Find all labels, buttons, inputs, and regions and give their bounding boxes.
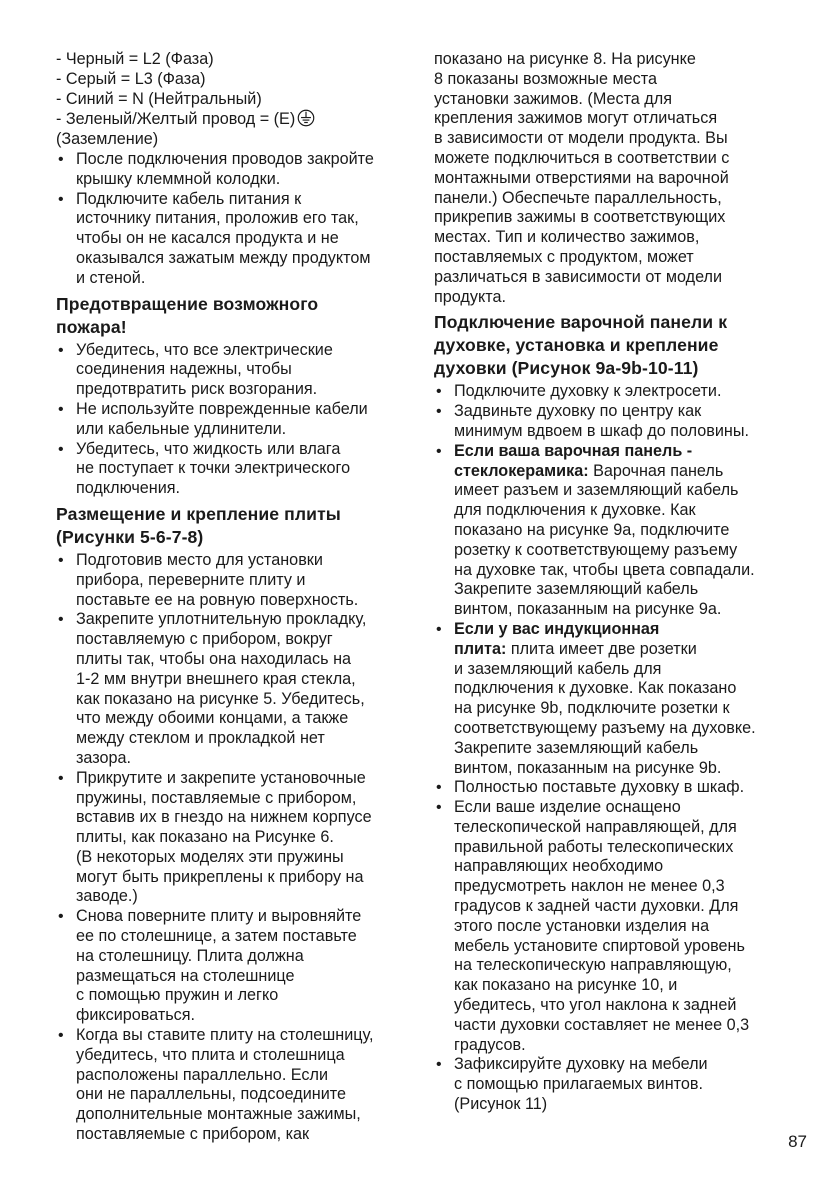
list-item-line: ее по столешнице, а затем поставьте [76,927,357,946]
list-item-line: Зафиксируйте духовку на мебели [454,1055,708,1074]
list-item-line: или кабельные удлинители. [76,419,287,438]
bullet-icon: • [58,190,64,208]
list-item-line: могут быть прикреплены к прибору на [76,867,364,886]
list-item-line: Закрепите заземляющий кабель [454,738,699,757]
section-heading-fire: Предотвращение возможного пожара! [56,293,319,337]
list-item-line: оказывался зажатым между продуктом [76,248,371,267]
list-item-line [454,620,790,640]
list-item-line: зазора. [76,748,131,767]
list-item-line: на рисунке 9b, подключите розетки к [454,699,730,718]
page-number: 87 [788,1132,807,1151]
list-item-line: плиты так, чтобы она находилась на [76,649,352,668]
bullet-icon: • [58,440,64,458]
list-item-line: вставив их в гнездо на нижнем корпусе [76,808,372,827]
list-item-line: не поступает к точки электрического [76,459,351,478]
continued-text-line: различаться в зависимости от модели [434,267,723,286]
bullet-icon: • [58,1027,64,1045]
continued-text-line: поставляемых с продуктом, может [434,247,694,266]
list-item-line: розетку к соответствующему разъему [454,540,738,559]
list-item-line: плита: плита имеет две розетки [454,639,697,658]
list-item-line: минимум вдвоем в шкаф до половины. [454,421,749,440]
continued-text-line: в зависимости от модели продукта. Вы [434,129,728,148]
list-item-line: (Рисунок 11) [454,1095,548,1114]
list-item-line: имеет разъем и заземляющий кабель [454,481,739,500]
list-item-line: что между обоими концами, а также [76,709,349,728]
list-item-line: Прикрутите и закрепите установочные [76,768,366,787]
list-item-line: поставляемые с прибором, как [76,1125,310,1144]
list-item-line: источнику питания, проложив его так, [76,209,359,228]
list-item-line: поставляемую с прибором, вокруг [76,630,333,649]
continued-text-line: местах. Тип и количество зажимов, [434,228,700,247]
list-item [434,620,790,778]
list-item-line: телескопической направляющей, для [454,817,737,836]
list-item-line: винтом, показанным на рисунке 9a. [454,600,722,619]
list-item [56,551,408,610]
list-item [434,382,790,402]
list-item-lead: плита: [454,639,507,658]
list-item-line: После подключения проводов закройте [76,149,374,168]
continued-text-line: можете подключиться в соответствии с [434,148,730,167]
bullet-icon: • [436,403,442,421]
list-item-line: подключения. [76,479,181,498]
bullet-icon: • [58,150,64,168]
list-item-line: мебель установите спиртовой уровень [454,936,745,955]
list-item-line: плиты, как показано на Рисунке 6. [76,828,334,847]
list-item-line: Полностью поставьте духовку в шкаф. [454,778,745,797]
bullet-icon: • [436,799,442,817]
list-item-line: пружины, поставляемые с прибором, [76,788,357,807]
list-item-line: градусов. [454,1035,526,1054]
list-item-line: предусмотреть наклон не менее 0,3 [454,877,725,896]
section-heading-placement: Размещение и крепление плиты (Рисунки 5-6-7-8) [56,503,341,547]
list-item [56,150,408,190]
list-item [56,341,408,400]
bullet-icon: • [58,400,64,418]
bullet-icon: • [58,908,64,926]
bullet-icon: • [58,341,64,359]
list-item [56,907,408,1026]
list-item-line: Подготовив место для установки [76,550,323,569]
list-item-line: Если ваше изделие оснащено [454,798,681,817]
list-item [434,402,790,442]
list-item-line: поставьте ее на ровную поверхность. [76,590,359,609]
continued-text-line: показано на рисунке 8. На рисунке [434,50,696,68]
left-column [56,50,408,1145]
list-item-line: с помощью прилагаемых винтов. [454,1075,703,1094]
list-item-line: стеклокерамика: Варочная панель [454,461,724,480]
list-item-line: на духовке так, чтобы цвета совпадали. [454,560,755,579]
list-item-line: направляющих необходимо [454,857,664,876]
list-item-line: как показано на рисунке 5. Убедитесь, [76,689,365,708]
right-column [434,50,790,1115]
ground-symbol-icon [297,109,315,127]
list-item-line: Задвиньте духовку по центру как [454,402,702,421]
list-item-line: предотвратить риск возгорания. [76,380,318,399]
list-item-line [454,442,790,462]
continued-text-line: монтажными отверстиями на варочной [434,168,729,187]
list-item-line: расположены параллельно. Если [76,1065,329,1084]
bullet-icon: • [58,769,64,787]
list-item-line: убедитесь, что угол наклона к задней [454,996,737,1015]
continued-text-line: продукта. [434,287,506,306]
list-item-line: Убедитесь, что жидкость или влага [76,439,341,458]
list-item [434,442,790,620]
list-item-line: они не параллельны, подсоедините [76,1085,346,1104]
bullet-icon: • [436,383,442,401]
section-heading-oven: Подключение варочной панели к духовке, установка и крепление духовки (Рисунок 9a-9b-10-11) [434,312,728,379]
list-item-line: винтом, показанным на рисунке 9b. [454,758,722,777]
list-item [434,1055,790,1114]
bullet-icon: • [58,611,64,629]
list-item-line: Подключите кабель питания к [76,189,302,208]
list-item-line: показано на рисунке 9a, подключите [454,520,730,539]
list-item-line: чтобы он не касался продукта и не [76,229,339,248]
list-item [56,610,408,768]
list-item-line: для подключения к духовке. Как [454,501,696,520]
list-item-line: Убедитесь, что все электрические [76,340,333,359]
continued-text-line: крепления зажимов могут отличаться [434,109,718,128]
wire-color-line: - Черный = L2 (Фаза) [56,50,214,68]
list-item-line: (В некоторых моделях эти пружины [76,847,344,866]
list-item-line: Подключите духовку к электросети. [454,382,722,401]
list-item-line: 1-2 мм внутри внешнего края стекла, [76,669,356,688]
list-item-line: с помощью пружин и легко [76,986,279,1005]
list-item-line: на столешницу. Плита должна [76,946,304,965]
list-item-line: Не используйте поврежденные кабели [76,399,368,418]
list-item [434,778,790,798]
list-item-line: крышку клеммной колодки. [76,169,281,188]
list-item [434,798,790,1055]
list-item-lead: Если ваша варочная панель - [454,441,693,460]
wire-color-line: - Зеленый/Желтый провод = (Е) [56,109,408,130]
continued-text-line: 8 показаны возможные места [434,69,657,88]
list-item-line: прибора, переверните плиту и [76,570,306,589]
list-item-line: размещаться на столешнице [76,966,295,985]
list-item-line: как показано на рисунке 10, и [454,976,678,995]
list-item-line: и стеной. [76,268,146,287]
list-item-line: Снова поверните плиту и выровняйте [76,907,362,926]
list-item-line: и заземляющий кабель для [454,659,662,678]
continued-text-line: панели.) Обеспечьте параллельность, [434,188,722,207]
list-item-line: Закрепите уплотнительную прокладку, [76,610,367,629]
list-item-line: заводе.) [76,887,138,906]
list-item-line: подключения к духовке. Как показано [454,679,737,698]
list-item [56,1026,408,1145]
list-item-line: этого после установки изделия на [454,916,710,935]
wire-color-line: (Заземление) [56,130,159,149]
list-item-line: Когда вы ставите плиту на столешницу, [76,1026,374,1045]
list-item-line: части духовки составляет не менее 0,3 [454,1015,750,1034]
list-item-line: соответствующему разъему на духовке. [454,718,756,737]
continued-text-line: установки зажимов. (Места для [434,89,672,108]
wire-color-line: - Серый = L3 (Фаза) [56,69,206,88]
bullet-icon: • [436,779,442,797]
list-item-line: правильной работы телескопических [454,837,734,856]
list-item-line: убедитесь, что плита и столешница [76,1045,345,1064]
list-item-lead: стеклокерамика: [454,461,589,480]
list-item-lead: Если у вас индукционная [454,619,660,638]
list-item-line: градусов к задней части духовки. Для [454,897,739,916]
list-item [56,440,408,499]
list-item [56,769,408,908]
list-item-line: на телескопическую направляющую, [454,956,732,975]
list-item [56,400,408,440]
bullet-icon: • [436,442,442,460]
bullet-icon: • [436,1056,442,1074]
list-item-line: между стеклом и прокладкой нет [76,729,325,748]
list-item-line: Закрепите заземляющий кабель [454,580,699,599]
bullet-icon: • [436,620,442,638]
list-item-line: дополнительные монтажные зажимы, [76,1105,361,1124]
bullet-icon: • [58,551,64,569]
list-item [56,190,408,289]
continued-text-line: прикрепив зажимы в соответствующих [434,208,726,227]
list-item-line: фиксироваться. [76,1006,196,1025]
list-item-line: соединения надежны, чтобы [76,360,292,379]
wire-color-line: - Синий = N (Нейтральный) [56,89,262,108]
